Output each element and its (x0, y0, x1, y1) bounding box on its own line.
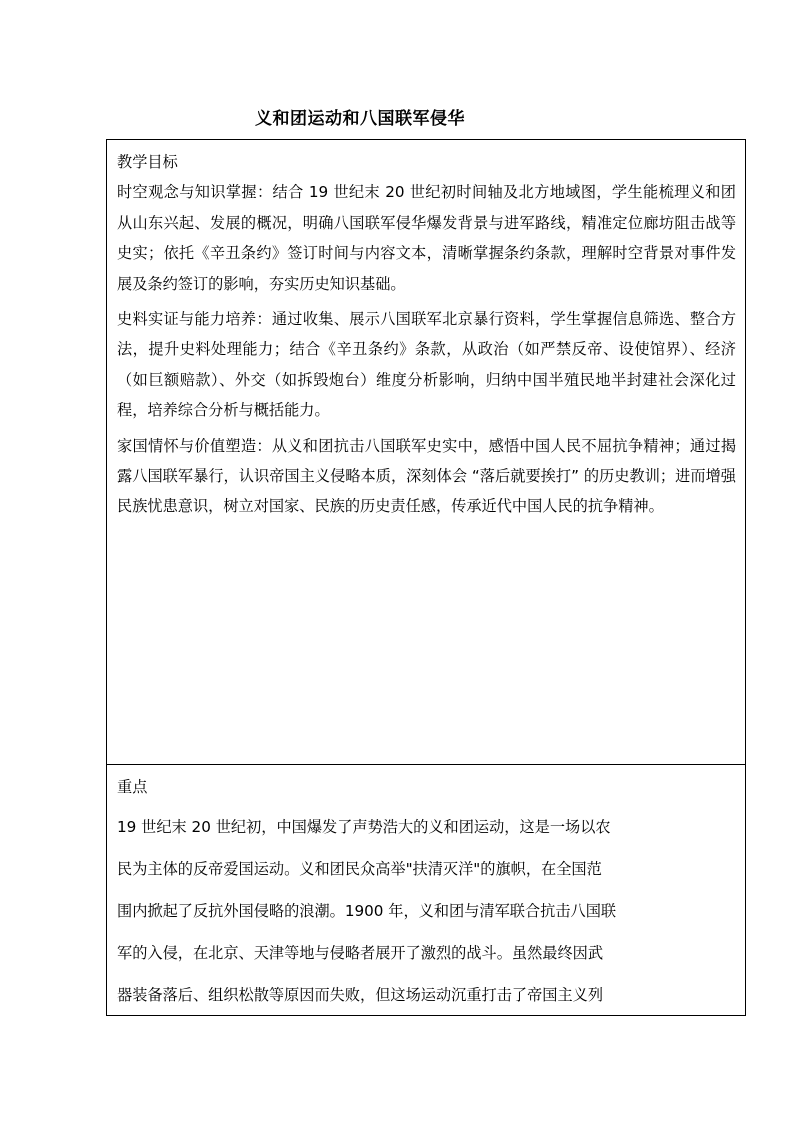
key-points-line: 围内掀起了反抗外国侵略的浪潮。1900 年，义和团与清军联合抗击八国联 (117, 902, 617, 920)
key-points-cell (107, 764, 745, 1015)
objective-knowledge-paragraph: 时空观念与知识掌握：结合 19 世纪末 20 世纪初时间轴及北方地域图，学生能梳理义和团从山东兴起、发展的概况，明确八国联军侵华爆发背景与进军路线，精准定位廊坊阻击战等史实；依托《辛丑条约》签订时间与内容文本，清晰掌握条约条款，理解时空背景对事件发展及条约签订的影响，夯实历史知识基础。 (117, 183, 736, 293)
key-points-line: 军的入侵，在北京、天津等地与侵略者展开了激烈的战斗。虽然最终因武 (117, 944, 603, 962)
lesson-plan-table (106, 139, 746, 1016)
objective-evidence-paragraph: 史料实证与能力培养：通过收集、展示八国联军北京暴行资料，学生掌握信息筛选、整合方法，提升史料处理能力；结合《辛丑条约》条款，从政治（如严禁反帝、设使馆界）、经济（如巨额赔款）、外交（如拆毁炮台）维度分析影响，归纳中国半殖民地半封建社会深化过程，培养综合分析与概括能力。 (117, 310, 736, 420)
teaching-objectives-heading: 教学目标 (117, 153, 178, 171)
document-title: 义和团运动和八国联军侵华 (255, 109, 465, 129)
objective-values-paragraph: 家国情怀与价值塑造：从义和团抗击八国联军史实中，感悟中国人民不屈抗争精神；通过揭露八国联军暴行，认识帝国主义侵略本质，深刻体会 “落后就要挨打” 的历史教训；进而增强民族忧患意识，树立对国家、民族的历史责任感，传承近代中国人民的抗争精神。 (117, 436, 736, 516)
key-points-line: 19 世纪末 20 世纪初，中国爆发了声势浩大的义和团运动，这是一场以农 (117, 818, 611, 836)
key-points-heading: 重点 (117, 778, 148, 796)
key-points-line: 民为主体的反帝爱国运动。义和团民众高举"扶清灭洋"的旗帜，在全国范 (117, 860, 602, 878)
key-points-line: 器装备落后、组织松散等原因而失败，但这场运动沉重打击了帝国主义列 (117, 986, 603, 1004)
teaching-objectives-cell (107, 140, 745, 764)
